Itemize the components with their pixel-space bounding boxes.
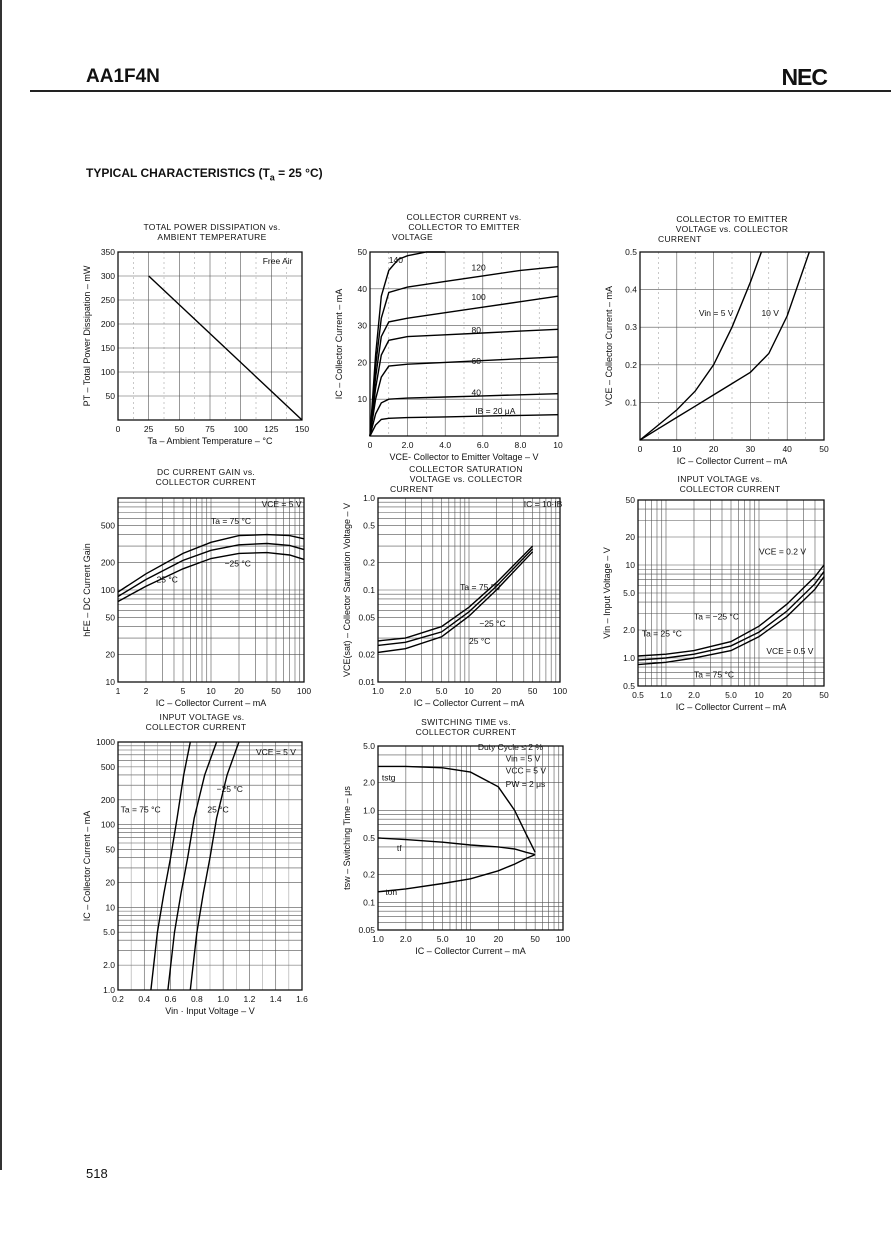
curve-label: −25 °C	[224, 558, 251, 569]
page-number: 518	[86, 1166, 108, 1181]
chart-title: DC CURRENT GAIN vs.	[156, 467, 256, 477]
x-tick-label: 50	[530, 934, 540, 944]
curve-label: 25 °C	[156, 574, 178, 585]
y-tick-label: 0.4	[625, 284, 637, 295]
x-tick-label: 5.0	[435, 686, 448, 696]
brand-logo: NEC	[781, 64, 827, 90]
x-tick-label: 50	[527, 686, 538, 696]
y-tick-label: 50	[625, 495, 635, 505]
x-axis-label: IC – Collector Current – mA	[415, 946, 526, 956]
y-tick-label: 50	[105, 391, 115, 401]
y-tick-label: 10	[105, 902, 115, 913]
y-tick-label: 20	[105, 649, 115, 660]
chart-c5	[342, 464, 567, 708]
y-tick-label: 0.3	[625, 322, 637, 333]
x-tick-label: 20	[493, 934, 504, 944]
part-number: AA1F4N	[86, 66, 160, 87]
y-tick-label: 0.2	[625, 359, 637, 370]
y-tick-label: 100	[100, 819, 115, 830]
chart-title: COLLECTOR CURRENT vs.	[406, 212, 522, 222]
curve-label: Ta = 75 °C	[211, 516, 252, 527]
chart-title: VOLTAGE vs. COLLECTOR	[675, 224, 789, 234]
chart-title: COLLECTOR TO EMITTER	[408, 222, 520, 232]
y-tick-label: 200	[100, 794, 115, 805]
y-tick-label: 0.5	[623, 681, 635, 691]
series-line	[640, 252, 809, 440]
curve-label: tstg	[381, 772, 396, 783]
chart-title: COLLECTOR CURRENT	[155, 477, 257, 487]
y-axis-label: Vin – Input Voltage – V	[602, 547, 612, 639]
curve-label: Ta = −25 °C	[693, 611, 739, 622]
x-tick-label: 50	[271, 686, 281, 696]
y-tick-label: 150	[100, 343, 115, 353]
y-tick-label: 20	[105, 877, 115, 888]
x-tick-label: 20	[491, 686, 502, 696]
x-tick-label: 0.2	[112, 994, 124, 1004]
x-tick-label: 100	[555, 934, 571, 944]
x-tick-label: 5.0	[725, 690, 737, 700]
y-tick-label: 0.1	[363, 585, 375, 595]
x-tick-label: 0.5	[632, 690, 644, 700]
series-line	[640, 252, 761, 440]
series-line	[378, 549, 533, 646]
x-tick-label: 0.6	[164, 994, 177, 1004]
y-tick-label: 0.1	[363, 897, 375, 908]
y-axis-label: hFE – DC Current Gain	[82, 543, 92, 637]
y-tick-label: 300	[100, 271, 115, 281]
x-tick-label: 50	[174, 424, 185, 434]
x-tick-label: 0.8	[190, 994, 203, 1004]
curve-label: Ta = 75 °C	[693, 669, 735, 680]
chart-note: Duty Cycle ≤ 2 %	[477, 742, 543, 753]
chart-c1	[82, 222, 309, 446]
y-tick-label: 0.01	[358, 677, 375, 687]
x-tick-label: 50	[819, 444, 829, 454]
curve-label: tf	[396, 843, 402, 854]
y-tick-label: 100	[100, 367, 115, 377]
x-tick-label: 2.0	[399, 934, 412, 944]
y-tick-label: 0.05	[358, 925, 375, 935]
y-tick-label: 50	[105, 612, 115, 623]
x-tick-label: 20	[708, 444, 719, 454]
chart-title: AMBIENT TEMPERATURE	[157, 232, 267, 242]
series-line	[378, 552, 533, 653]
y-tick-label: 1000	[96, 737, 115, 747]
y-tick-label: 0.02	[358, 649, 375, 660]
series-line	[190, 742, 239, 990]
x-axis-label: VCE- Collector to Emitter Voltage – V	[389, 452, 539, 462]
y-tick-label: 20	[625, 532, 635, 543]
chart-note: VCE = 5 V	[261, 498, 302, 509]
y-tick-label: 2.0	[363, 777, 375, 788]
x-axis-label: Vin · Input Voltage – V	[165, 1006, 255, 1016]
x-tick-label: 5	[180, 686, 186, 696]
x-axis-label: IC – Collector Current – mA	[675, 702, 787, 712]
x-axis-label: IC – Collector Current – mA	[413, 698, 525, 708]
chart-title: COLLECTOR CURRENT	[145, 722, 247, 732]
chart-c7	[82, 712, 308, 1016]
chart-note: VCE = 0.5 V	[766, 646, 814, 657]
curve-label: 40	[471, 387, 481, 398]
x-tick-label: 125	[264, 424, 279, 434]
chart-title: COLLECTOR SATURATION	[409, 464, 523, 474]
x-tick-label: 10	[754, 690, 764, 700]
y-tick-label: 5.0	[623, 588, 635, 598]
x-axis-label: IC – Collector Current – mA	[676, 456, 788, 466]
x-tick-label: 0.4	[138, 994, 151, 1004]
y-tick-label: 1.0	[103, 985, 115, 995]
chart-note: VCE = 5 V	[256, 746, 296, 757]
y-tick-label: 500	[100, 520, 115, 531]
curve-label: 140	[388, 255, 403, 266]
x-tick-label: 100	[552, 686, 568, 696]
y-tick-label: 20	[357, 357, 367, 368]
chart-c8	[342, 717, 570, 956]
x-tick-label: 2.0	[688, 690, 700, 700]
y-tick-label: 200	[100, 319, 115, 329]
y-tick-label: 50	[105, 844, 115, 855]
x-tick-label: 10	[465, 934, 476, 944]
y-tick-label: 10	[357, 394, 367, 405]
chart-title: INPUT VOLTAGE vs.	[159, 712, 245, 722]
chart-title: TOTAL POWER DISSIPATION vs.	[143, 222, 281, 232]
x-tick-label: 0	[115, 424, 121, 434]
y-axis-label: tsw – Switching Time – μs	[342, 786, 352, 890]
y-tick-label: 0.5	[363, 520, 375, 531]
chart-c2	[334, 212, 563, 462]
x-tick-label: 0	[637, 444, 643, 454]
curve-label: IB = 20 μA	[475, 405, 516, 416]
y-axis-label: IC – Collector Current – mA	[82, 810, 92, 922]
x-tick-label: 1.2	[243, 994, 256, 1004]
chart-title: SWITCHING TIME vs.	[421, 717, 511, 727]
y-tick-label: 5.0	[103, 927, 115, 938]
x-tick-label: 100	[296, 686, 312, 696]
y-tick-label: 30	[357, 320, 367, 331]
x-tick-label: 0	[367, 440, 373, 450]
y-axis-label: VCE – Collector Current – mA	[604, 285, 614, 407]
y-axis-label: VCE(sat) – Collector Saturation Voltage – V	[342, 502, 352, 678]
x-tick-label: 75	[205, 424, 215, 434]
y-tick-label: 1.0	[363, 493, 375, 503]
y-tick-label: 350	[100, 247, 115, 257]
y-tick-label: 1.0	[623, 653, 635, 664]
curve-label: ton	[385, 887, 398, 898]
x-tick-label: 30	[745, 444, 756, 454]
chart-title: VOLTAGE	[392, 232, 433, 242]
chart-note: VCE = 0.2 V	[758, 546, 807, 557]
y-tick-label: 100	[100, 585, 115, 595]
curve-label: 10 V	[761, 307, 779, 318]
x-tick-label: 2	[143, 686, 149, 696]
x-tick-label: 150	[294, 424, 310, 434]
y-tick-label: 2.0	[623, 625, 635, 636]
x-tick-label: 10	[672, 444, 682, 454]
x-tick-label: 20	[782, 690, 792, 700]
curve-label: 80	[471, 324, 481, 335]
x-tick-label: 5.0	[436, 934, 449, 944]
chart-note: IC = 10·IB	[523, 498, 563, 509]
y-tick-label: 500	[100, 761, 115, 772]
y-tick-label: 1.0	[363, 805, 375, 816]
chart-title: COLLECTOR TO EMITTER	[676, 214, 788, 224]
x-tick-label: 10	[206, 686, 216, 696]
y-tick-label: 0.5	[625, 247, 637, 257]
curve-label: 60	[471, 356, 481, 367]
chart-note: VCC = 5 V	[505, 765, 547, 776]
series-line	[168, 742, 217, 990]
x-tick-label: 2.0	[399, 686, 412, 696]
x-tick-label: 8.0	[514, 440, 527, 450]
y-tick-label: 10	[625, 560, 635, 571]
x-axis-label: Ta – Ambient Temperature – °C	[147, 436, 273, 446]
curve-label: Ta = 75 °C	[460, 582, 501, 592]
chart-title: COLLECTOR CURRENT	[679, 484, 781, 494]
chart-title: CURRENT	[390, 484, 434, 494]
y-tick-label: 0.2	[363, 869, 375, 880]
y-tick-label: 0.05	[358, 612, 375, 623]
x-tick-label: 2.0	[401, 440, 414, 450]
x-tick-label: 10	[464, 686, 474, 696]
x-tick-label: 100	[233, 424, 248, 434]
x-tick-label: 50	[819, 690, 829, 700]
x-tick-label: 10	[553, 440, 563, 450]
section-title: TYPICAL CHARACTERISTICS ($T_a = 25$ °C)	[86, 166, 323, 183]
x-tick-label: 20	[234, 686, 244, 696]
curve-label: 100	[471, 291, 486, 302]
x-tick-label: 40	[782, 444, 792, 454]
x-tick-label: 1.6	[296, 994, 308, 1004]
x-tick-label: 1.0	[217, 994, 230, 1004]
curve-label: −25 °C	[479, 618, 506, 629]
x-tick-label: 1.4	[269, 994, 282, 1004]
curve-label: 120	[471, 262, 486, 273]
chart-title: COLLECTOR CURRENT	[415, 727, 517, 737]
y-tick-label: 200	[100, 557, 115, 568]
chart-note: Free Air	[262, 256, 293, 266]
x-tick-label: 1.0	[372, 686, 384, 696]
chart-c4	[82, 467, 311, 708]
curve-label: −25 °C	[216, 783, 243, 794]
x-tick-label: 1.0	[372, 934, 384, 944]
x-tick-label: 6.0	[476, 440, 489, 450]
plot-frame	[640, 252, 824, 440]
x-tick-label: 25	[143, 424, 154, 434]
y-tick-label: 50	[357, 247, 367, 257]
chart-title: INPUT VOLTAGE vs.	[677, 474, 763, 484]
y-tick-label: 40	[357, 283, 367, 294]
chart-c6	[602, 474, 829, 712]
x-tick-label: 1.0	[660, 690, 672, 700]
y-tick-label: 250	[100, 295, 115, 305]
x-tick-label: 4.0	[439, 440, 452, 450]
y-tick-label: 0.1	[625, 397, 637, 408]
series-line	[378, 855, 535, 892]
x-axis-label: IC – Collector Current – mA	[155, 698, 267, 708]
chart-title: CURRENT	[658, 234, 702, 244]
y-tick-label: 5.0	[363, 741, 375, 751]
y-axis-label: PT – Total Power Dissipation – mW	[82, 265, 92, 407]
chart-note: Vin = 5 V	[505, 753, 541, 764]
y-tick-label: 2.0	[103, 960, 115, 971]
y-tick-label: 0.2	[363, 557, 375, 568]
curve-label: Ta = 75 °C	[120, 804, 161, 815]
curve-label: 25 °C	[207, 804, 229, 815]
curve-label: Vin = 5 V	[698, 307, 734, 318]
x-tick-label: 1	[115, 686, 121, 696]
curve-label: Ta = 25 °C	[641, 628, 682, 639]
y-axis-label: IC – Collector Current – mA	[334, 288, 344, 400]
chart-note: PW = 2 μs	[505, 778, 546, 789]
chart-c3	[604, 214, 829, 466]
y-tick-label: 0.5	[363, 833, 375, 843]
curve-label: 25 °C	[469, 635, 491, 646]
y-tick-label: 10	[105, 677, 115, 687]
chart-title: VOLTAGE vs. COLLECTOR	[409, 474, 523, 484]
